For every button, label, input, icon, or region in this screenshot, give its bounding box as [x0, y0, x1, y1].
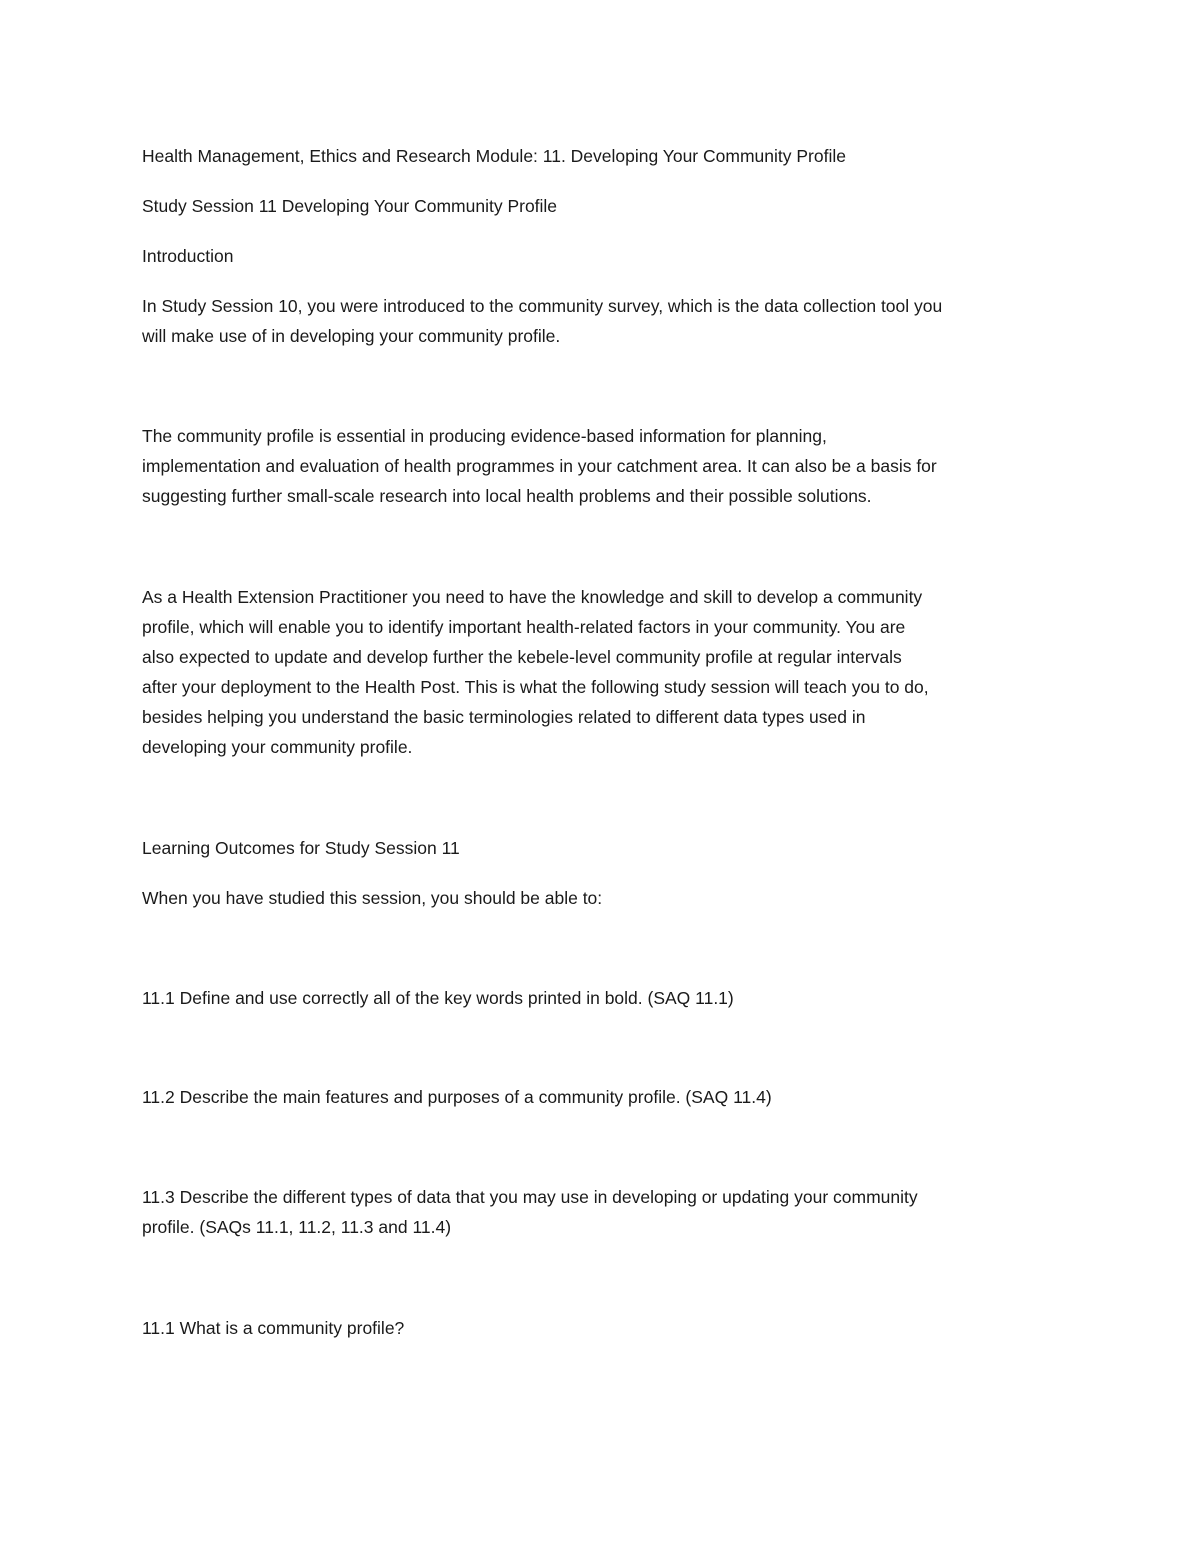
- learning-outcome-item: 11.3 Describe the different types of data that you may use in developing or updating your community: [142, 1187, 918, 1207]
- intro-paragraph-line-1: In Study Session 10, you were introduced to the community survey, which is the data collection tool you: [142, 296, 943, 316]
- learning-outcomes-heading: Learning Outcomes for Study Session 11: [142, 838, 460, 858]
- paragraph-3-line-1: As a Health Extension Practitioner you need to have the knowledge and skill to develop a community: [142, 587, 923, 607]
- learning-outcomes-intro: When you have studied this session, you should be able to:: [142, 888, 603, 908]
- paragraph-3-line-5: besides helping you understand the basic terminologies related to different data types used in: [142, 707, 866, 727]
- paragraph-3-line-6: developing your community profile.: [142, 737, 413, 757]
- intro-paragraph-line-2: will make use of in developing your community profile.: [142, 326, 561, 346]
- paragraph-2-line-3: suggesting further small-scale research into local health problems and their possible solutions.: [142, 486, 872, 506]
- paragraph-3-line-2: profile, which will enable you to identify important health-related factors in your community. You are: [142, 617, 906, 637]
- session-title: Study Session 11 Developing Your Community Profile: [142, 196, 558, 216]
- learning-outcome-item-continued: profile. (SAQs 11.1, 11.2, 11.3 and 11.4): [142, 1217, 452, 1237]
- learning-outcome-item: 11.2 Describe the main features and purposes of a community profile. (SAQ 11.4): [142, 1087, 772, 1107]
- paragraph-2-line-1: The community profile is essential in producing evidence-based information for planning,: [142, 426, 827, 446]
- section-heading: 11.1 What is a community profile?: [142, 1318, 405, 1338]
- learning-outcome-item: 11.1 Define and use correctly all of the key words printed in bold. (SAQ 11.1): [142, 988, 734, 1008]
- paragraph-3-line-3: also expected to update and develop further the kebele-level community profile at regular intervals: [142, 647, 902, 667]
- introduction-heading: Introduction: [142, 246, 234, 266]
- paragraph-2-line-2: implementation and evaluation of health programmes in your catchment area. It can also be a basis for: [142, 456, 937, 476]
- paragraph-3-line-4: after your deployment to the Health Post. This is what the following study session will teach you to do,: [142, 677, 929, 697]
- document-header-line: Health Management, Ethics and Research Module: 11. Developing Your Community Profile: [142, 146, 846, 166]
